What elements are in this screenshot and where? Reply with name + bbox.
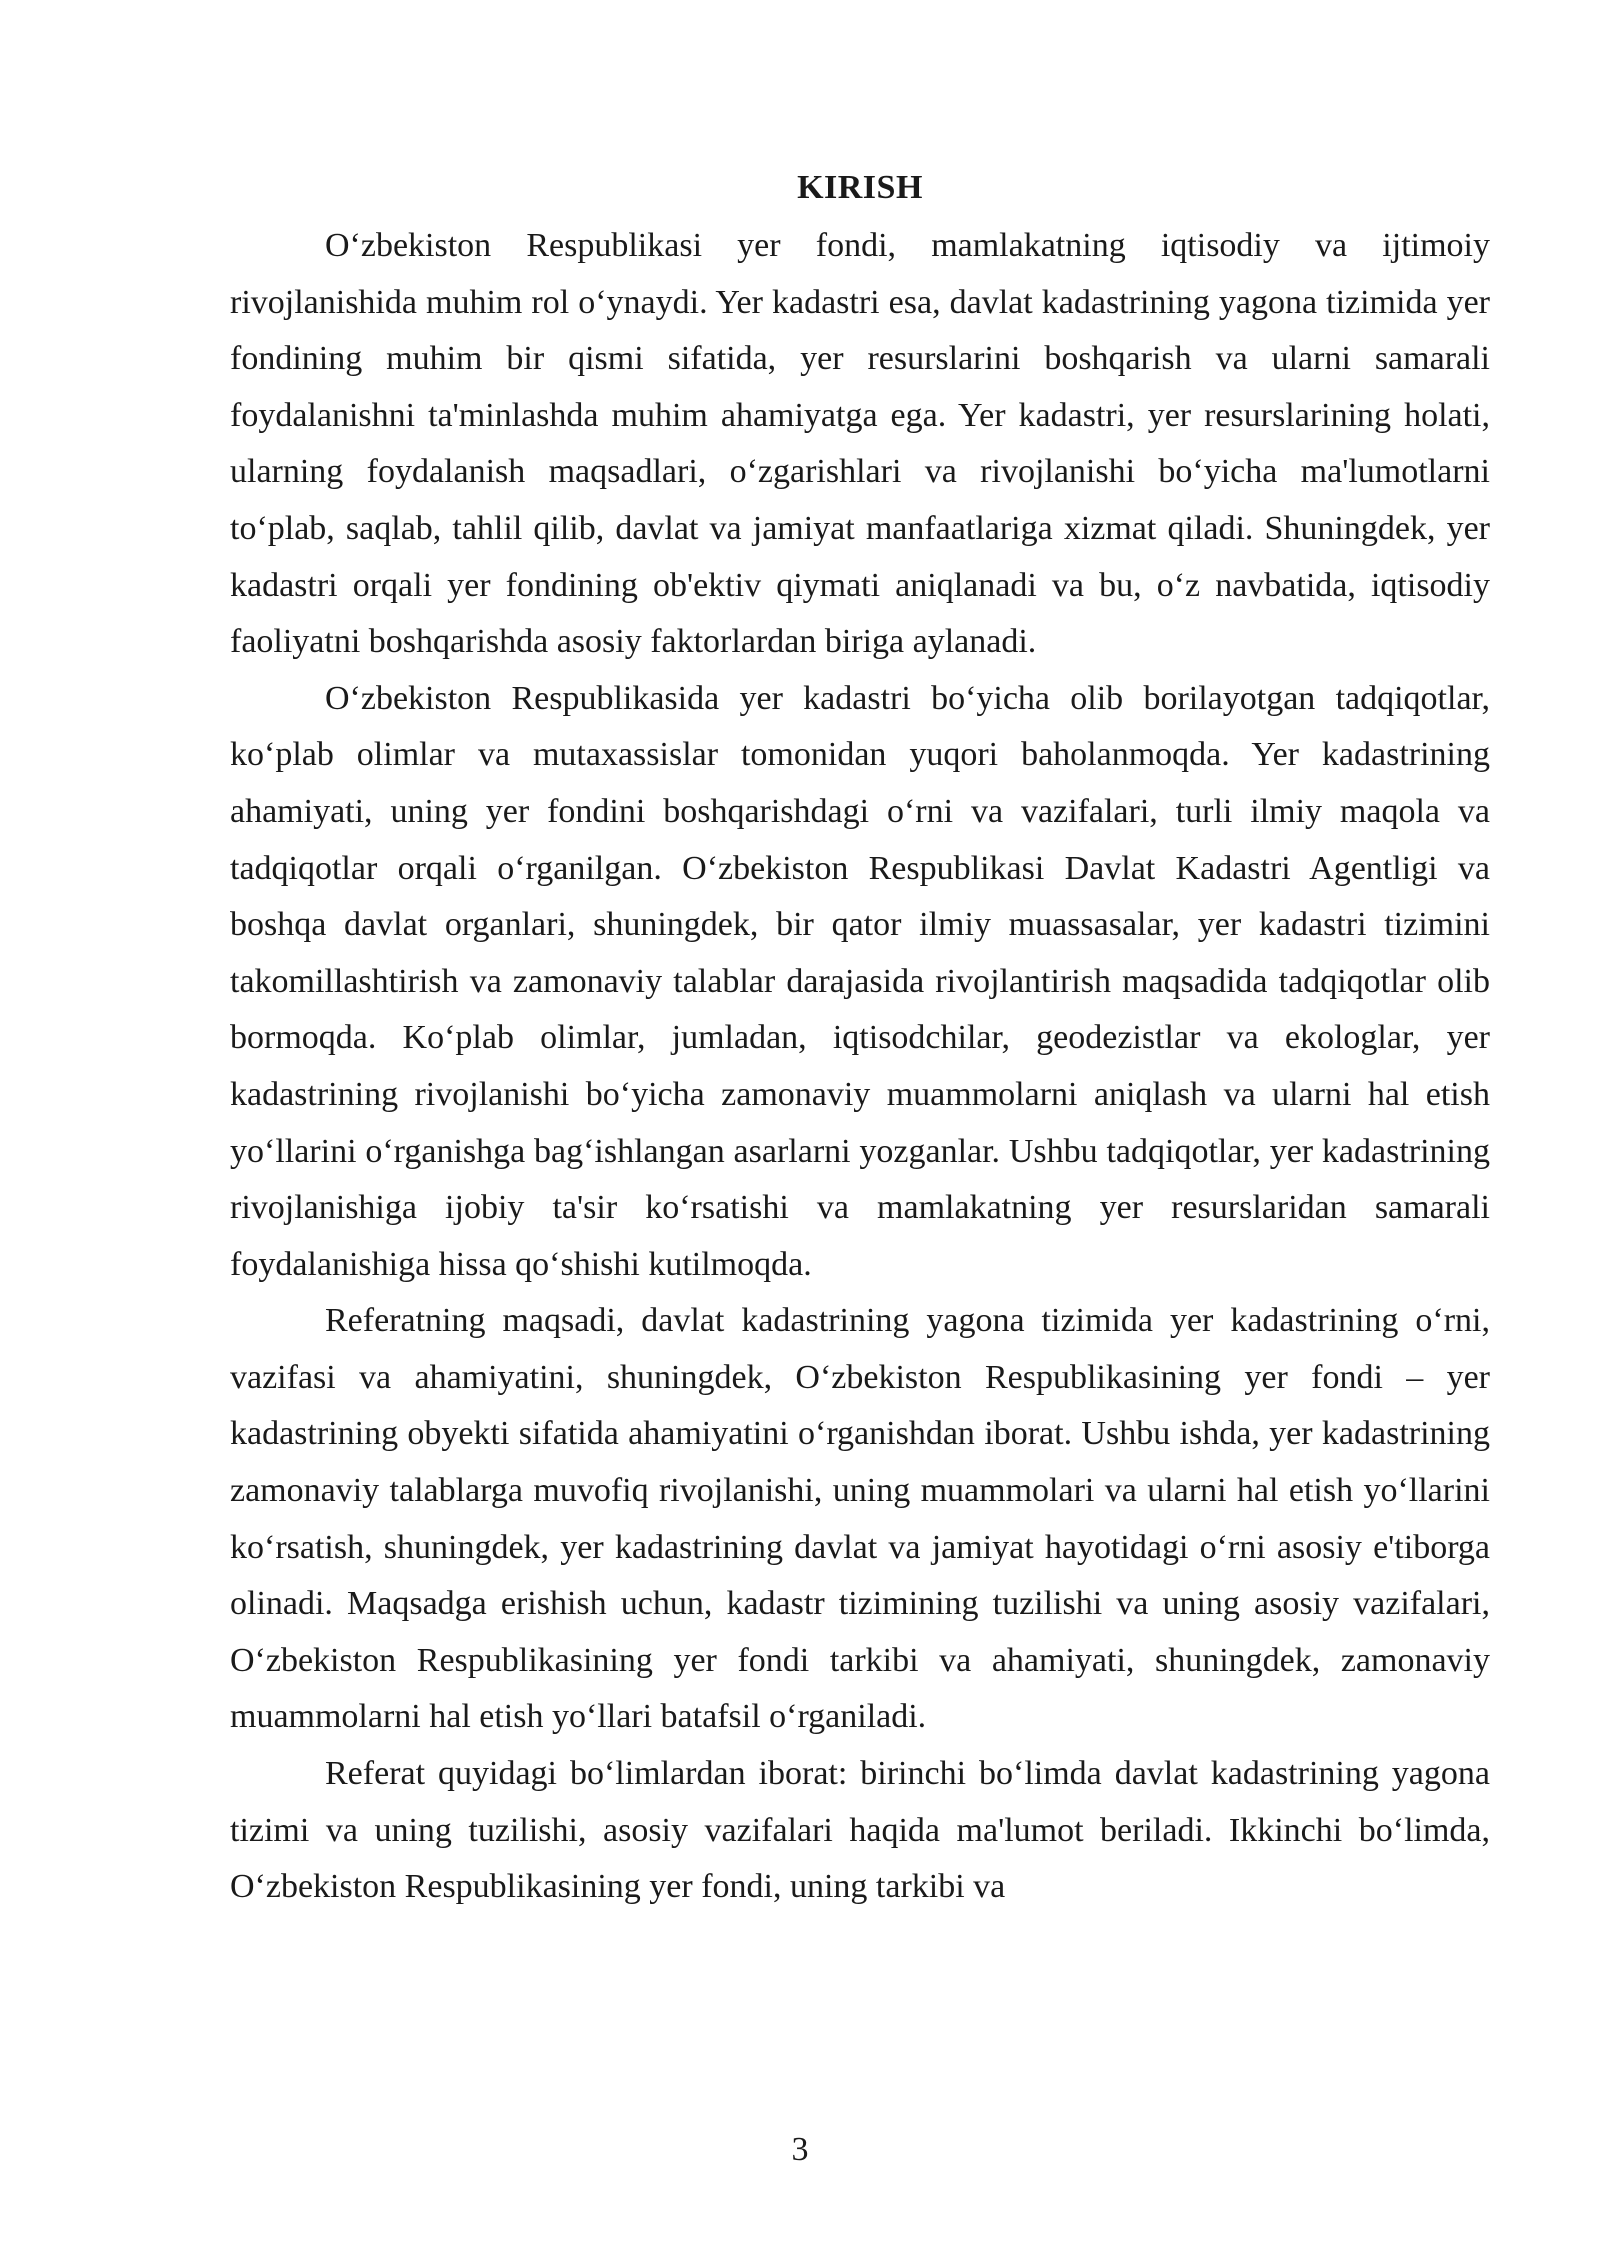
paragraph-4: Referat quyidagi bo‘limlardan iborat: birinchi bo‘limda davlat kadastrining yagona tizimi va uning tuzilishi, asosiy vazifalari haqida ma'lumot beriladi. Ikkinchi bo‘limda, O‘zbekiston Respublikasining yer fondi, uning tarkibi va [230,1755,1490,1906]
page-title: KIRISH [797,169,923,206]
page-content [230,160,1490,1916]
page-number: 3 [791,2131,809,2168]
paragraph-3: Referatning maqsadi, davlat kadastrining yagona tizimida yer kadastrining o‘rni, vazifasi va ahamiyatini, shuningdek, O‘zbekiston Respublikasining yer fondi – yer kadastrining obyekti sifatida ahamiyatini o‘rganishdan iborat. Ushbu ishda, yer kadastrining zamonaviy talablarga muvofiq rivojlanishi, uning muammolari va ularni hal etish yo‘llarini ko‘rsatish, shuningdek, yer kadastrining davlat va jamiyat hayotidagi o‘rni asosiy e'tiborga olinadi. Maqsadga erishish uchun, kadastr tizimining tuzilishi va uning asosiy vazifalari, O‘zbekiston Respublikasining yer fondi tarkibi va ahamiyati, shuningdek, zamonaviy muammolarni hal etish yo‘llari batafsil o‘rganiladi. [230,1302,1490,1736]
paragraph-1: O‘zbekiston Respublikasi yer fondi, mamlakatning iqtisodiy va ijtimoiy rivojlanishida muhim rol o‘ynaydi. Yer kadastri esa, davlat kadastrining yagona tizimida yer fondining muhim bir qismi sifatida, yer resurslarini boshqarish va ularni samarali foydalanishni ta'minlashda muhim ahamiyatga ega. Yer kadastri, yer resurslarining holati, ularning foydalanish maqsadlari, o‘zgarishlari va rivojlanishi bo‘yicha ma'lumotlarni to‘plab, saqlab, tahlil qilib, davlat va jamiyat manfaatlariga xizmat qiladi. Shuningdek, yer kadastri orqali yer fondining ob'ektiv qiymati aniqlanadi va bu, o‘z navbatida, iqtisodiy faoliyatni boshqarishda asosiy faktorlardan biriga aylanadi. [230,227,1490,661]
paragraph-2: O‘zbekiston Respublikasida yer kadastri bo‘yicha olib borilayotgan tadqiqotlar, ko‘plab olimlar va mutaxassislar tomonidan yuqori baholanmoqda. Yer kadastrining ahamiyati, uning yer fondini boshqarishdagi o‘rni va vazifalari, turli ilmiy maqola va tadqiqotlar orqali o‘rganilgan. O‘zbekiston Respublikasi Davlat Kadastri Agentligi va boshqa davlat organlari, shuningdek, bir qator ilmiy muassasalar, yer kadastri tizimini takomillashtirish va zamonaviy talablar darajasida rivojlantirish maqsadida tadqiqotlar olib bormoqda. Ko‘plab olimlar, jumladan, iqtisodchilar, geodezistlar va ekologlar, yer kadastrining rivojlanishi bo‘yicha zamonaviy muammolarni aniqlash va ularni hal etish yo‘llarini o‘rganishga bag‘ishlangan asarlarni yozganlar. Ushbu tadqiqotlar, yer kadastrining rivojlanishiga ijobiy ta'sir ko‘rsatishi va mamlakatning yer resurslaridan samarali foydalanishiga hissa qo‘shishi kutilmoqda. [230,679,1490,1283]
